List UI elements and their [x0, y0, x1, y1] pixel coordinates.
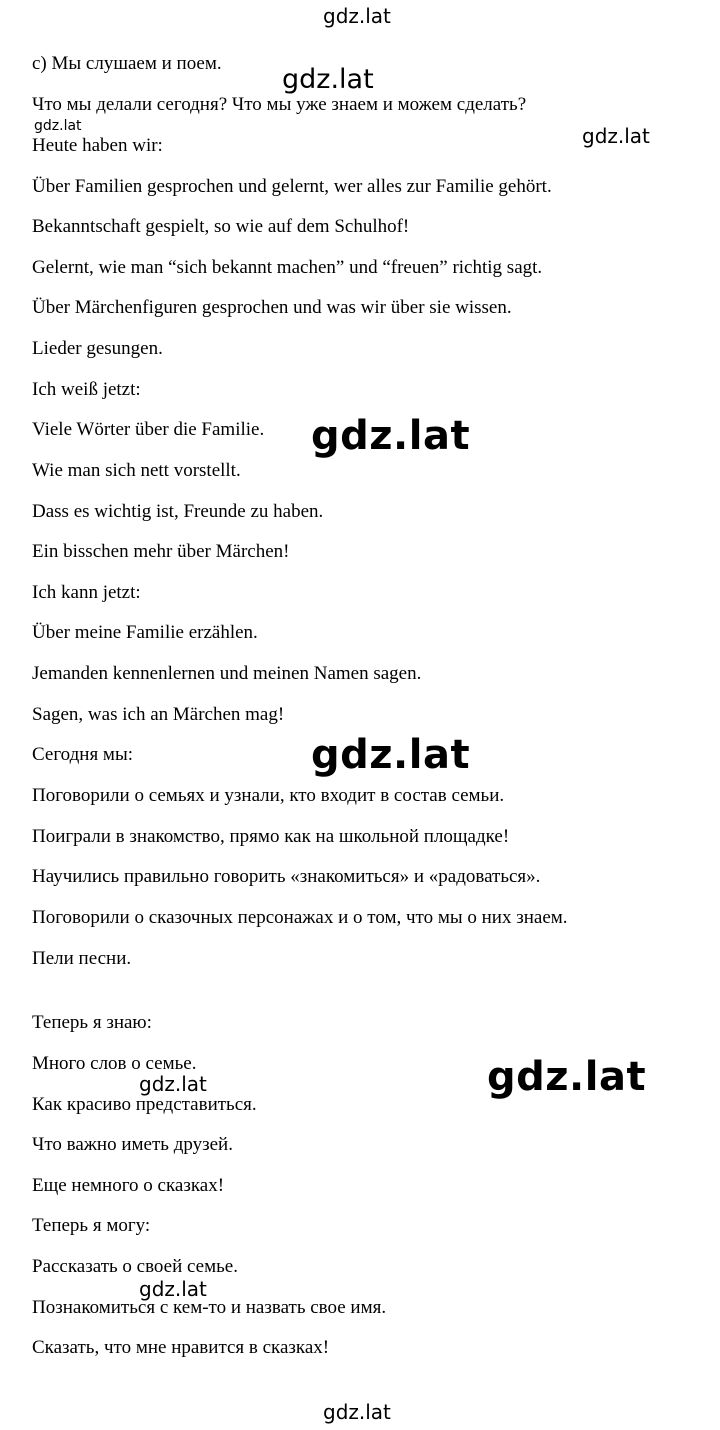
section-heading: c) Мы слушаем и поем.: [32, 53, 222, 74]
text-line: Viele Wörter über die Familie.: [32, 419, 265, 440]
text-line: Пели песни.: [32, 948, 132, 969]
text-line: Познакомиться с кем-то и назвать свое имя.: [32, 1297, 387, 1318]
text-line: Ich weiß jetzt:: [32, 379, 141, 400]
text-line: Что важно иметь друзей.: [32, 1134, 233, 1155]
text-line: Über Märchenfiguren gesprochen und was wir über sie wissen.: [32, 297, 512, 318]
text-line: Поговорили о сказочных персонажах и о том, что мы о них знаем.: [32, 907, 568, 928]
text-line: Поговорили о семьях и узнали, кто входит в состав семьи.: [32, 785, 505, 806]
text-line: Wie man sich nett vorstellt.: [32, 460, 241, 481]
text-line: Jemanden kennenlernen und meinen Namen sagen.: [32, 663, 422, 684]
text-line: Поиграли в знакомство, прямо как на школьной площадке!: [32, 826, 510, 847]
watermark: gdz.lat: [311, 413, 471, 459]
text-line: Dass es wichtig ist, Freunde zu haben.: [32, 501, 324, 522]
text-line: Научились правильно говорить «знакомиться» и «радоваться».: [32, 866, 541, 887]
watermark: gdz.lat: [487, 1054, 647, 1100]
text-line: Теперь я знаю:: [32, 1012, 152, 1033]
text-line: Über meine Familie erzählen.: [32, 622, 258, 643]
watermark: gdz.lat: [34, 118, 82, 134]
watermark: gdz.lat: [139, 1072, 207, 1096]
text-line: Über Familien gesprochen und gelernt, wer alles zur Familie gehört.: [32, 176, 552, 197]
text-line: Ein bisschen mehr über Märchen!: [32, 541, 290, 562]
text-line: Сказать, что мне нравится в сказках!: [32, 1337, 330, 1358]
question-line: Что мы делали сегодня? Что мы уже знаем и можем сделать?: [32, 94, 527, 115]
text-line: Как красиво представиться.: [32, 1094, 257, 1115]
watermark-bottom: gdz.lat: [323, 1400, 391, 1424]
watermark: gdz.lat: [582, 124, 650, 148]
text-line: Много слов о семье.: [32, 1053, 197, 1074]
text-line: Сегодня мы:: [32, 744, 134, 765]
text-line: Теперь я могу:: [32, 1215, 151, 1236]
text-line: Ich kann jetzt:: [32, 582, 141, 603]
watermark-top: gdz.lat: [323, 4, 391, 28]
text-line: Heute haben wir:: [32, 135, 163, 156]
text-line: Bekanntschaft gespielt, so wie auf dem Schulhof!: [32, 216, 410, 237]
text-line: Sagen, was ich an Märchen mag!: [32, 704, 285, 725]
text-line: Рассказать о своей семье.: [32, 1256, 238, 1277]
text-line: Еще немного о сказках!: [32, 1175, 225, 1196]
text-line: Lieder gesungen.: [32, 338, 163, 359]
watermark: gdz.lat: [282, 64, 374, 95]
watermark: gdz.lat: [139, 1277, 207, 1301]
watermark: gdz.lat: [311, 732, 471, 778]
text-line: Gelernt, wie man “sich bekannt machen” und “freuen” richtig sagt.: [32, 257, 543, 278]
